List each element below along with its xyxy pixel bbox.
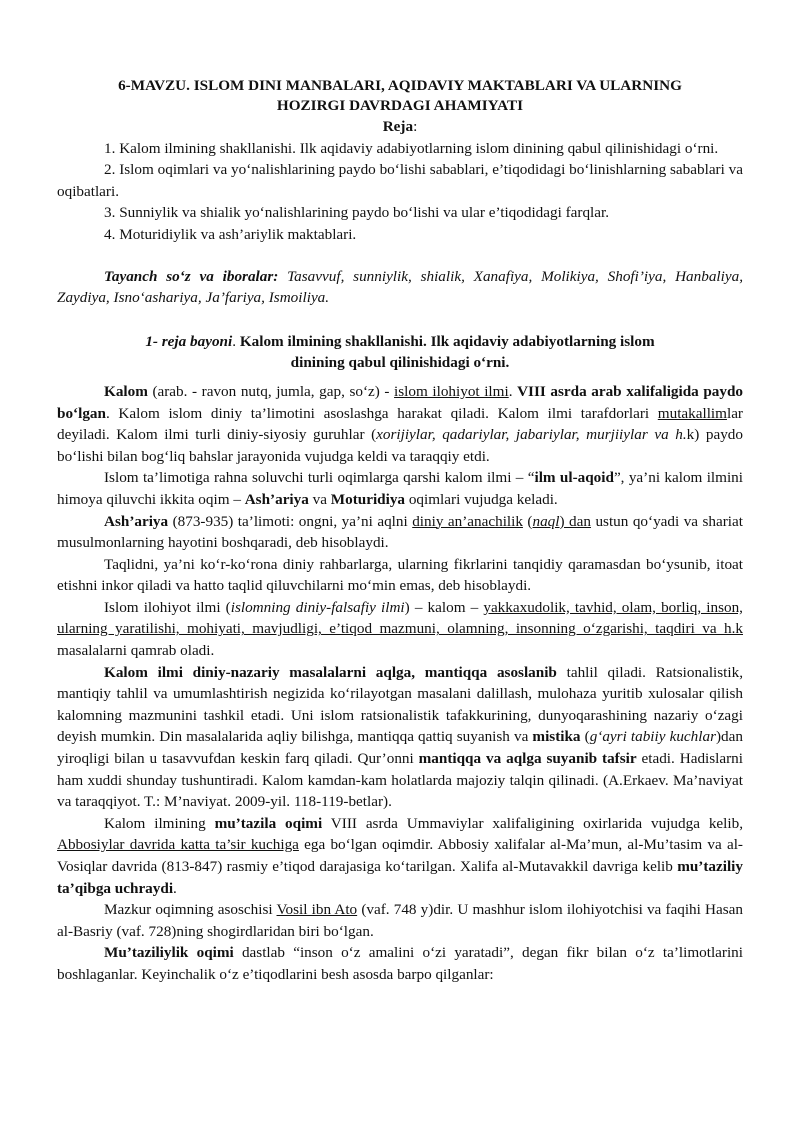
paragraph-mutazila [57,813,743,899]
bold-text: Ash’ariya [104,512,169,530]
text: ”, ya’ni kalom ilmini himoya qiluvchi ikkita oqim – [57,469,743,508]
text: Islom ta’limotiga rahna soluvchi turli oqimlarga qarshi kalom ilmi – “ [104,469,535,487]
text: (873-935) ta’limoti: ongni, ya’ni aqlni [168,512,413,530]
underlined-text: mutakallim [657,404,727,422]
plan-item-1: 1. Kalom ilmining shakllanishi. Ilk aqidaviy adabiyotlarning islom dinining qabul qilinishidagi o‘rni. [104,139,719,157]
paragraph-kalom [57,381,743,467]
text: ( [580,728,590,746]
paragraph-taqlid: Taqlidni, ya’ni ko‘r-ko‘rona diniy rahbarlarga, ularning fikrlarini tanqidiy qaramasdan bo‘ysunib, itoat etishni inkor qiladi va hatto taqlid qiluvchilarni mo‘min emas, deb hisoblaydi. [57,555,743,595]
bold-text: mistika [532,728,581,746]
underlined-text: ) dan [559,512,591,530]
section-heading [57,331,743,353]
bold-text: ilm ul-aqoid [534,469,614,487]
text: masalalarni qamrab oladi. [57,642,215,660]
bold-text: Ash’ariya [244,490,309,508]
bold-text: Mu’taziliylik oqimi [104,944,234,962]
text: Mazkur oqimning asoschisi [104,901,277,919]
text: ega bo‘lgan oqimdir. Abbosiy xalifalar al-Ma’mun, al-Mu’tasim va al-Vosiqlar davrida (813-847) rasmiy e’tiqod darajasiga ko‘tarilgan. Xalifa al-Mutavakkil davriga kelib [57,836,743,875]
text: k) paydo bo‘lishi bilan bog‘liq bahslar jarayonida vujudga keldi va taraqqiy etdi. [57,426,743,465]
bold-text: mu’taziliy ta’qibga uchraydi [57,858,743,897]
text: )dan yiroqligi bilan u tasavvufdan keskin farq qiladi. Qur’onni [57,728,743,768]
underlined-text: islom ilohiyot ilmi [394,382,509,400]
underlined-text: Abbosiylar davrida katta ta’sir kuchiga [57,836,299,854]
text: Islom ilohiyot ilmi ( [104,598,231,616]
title-line-1: 6-MAVZU. ISLOM DINI MANBALARI, AQIDAVIY MAKTABLARI VA ULARNING [118,77,682,94]
text: ) – kalom – [404,598,484,616]
text: VIII asrda Ummaviylar xalifaligining oxirlarida vujudga kelib, [322,814,743,832]
text: ustun qo‘yadi va shariat musulmonlarning hayotini boshqaradi, deb hisoblaydi. [57,512,743,552]
paragraph-ratsionalizm [57,662,743,813]
plan-item-4: 4. Moturidiylik va ash’ariylik maktablari. [104,225,357,243]
text: tahlil qiladi. Ratsionalistik, mantiqiy tahlil va umumlashtirish negizida ko‘rilayotgan masalani dalillash, mulohaza yuritib xulosalar qilish kalomning mazmunini tashkil etadi. Uni islom ratsionalistik tafakkurining, dunyoqarashining nazariy o‘zagi deyish mumkin. Din masalalarida aqliy bilishga, mantiqqa qattiq suyanish va [57,663,743,746]
text: ( [522,512,533,530]
paragraph-asoschi [57,899,743,942]
paragraph-mutaziliylik [57,942,743,985]
text: lar deyiladi. Kalom ilmi turli diniy-siyosiy guruhlar ( [57,404,743,444]
italic-text: naql [532,512,560,530]
text: dastlab “inson o‘z amalini o‘zi yaratadi”, degan fikr bilan o‘z ta’limotlarini boshlaganlar. Keyinchalik o‘z e’tiqodlarini besh asosda barpo qilganlar: [57,944,743,983]
keywords-paragraph [57,266,743,309]
text: oqimlari vujudga keladi. [405,490,558,508]
term-kalom: Kalom [104,382,148,400]
bold-text: mantiqqa va aqlga suyanib tafsir [418,750,637,768]
underlined-text: diniy an’anachilik [412,512,523,530]
text: etadi. Hadislarni ham xuddi shunday tushuntiradi. Kalom kamdan-kam holatlarda majoziy talqin qilinadi. (A.Erkaev. Ma’naviyat va taraqqiyot. T.: M’naviyat. 2009-yil. 118-119-betlar). [57,750,743,811]
spacer [57,374,743,381]
bold-text: Moturidiya [330,490,406,508]
bold-text: mu’tazila oqimi [214,814,323,832]
italic-text: g‘ayri tabiiy kuchlar [589,728,716,746]
text: (vaf. 748 y)dir. U mashhur islom ilohiyotchisi va faqihi Hasan al-Basriy (vaf. 728)ning shogirdlaridan biri bo‘lgan. [57,901,743,940]
plan-heading [57,116,743,138]
bold-text: VIII asrda arab xalifaligida paydo bo‘lgan [57,382,744,422]
plan-item-2: 2. Islom oqimlari va yo‘nalishlarining paydo bo‘lishi sabablari, e’tiqodidagi bo‘linishlarning sabablari va oqibatlari. [57,161,743,200]
italic-text: xorijiylar, qadariylar, jabariylar, murjiiylar va h. [376,426,687,444]
text: va [308,490,331,508]
text: . Kalom islom diniy ta’limotini asoslashga harakat qiladi. Kalom ilmi tarafdorlari [105,404,658,422]
section-title-line-1: Kalom ilmining shakllanishi. Ilk aqidaviy adabiyotlarning islom [239,332,655,350]
section-prefix: 1- reja bayoni [145,332,233,350]
underlined-text: Vosil ibn Ato [276,901,358,919]
keywords-text: Tasavvuf, sunniylik, shialik, Xanafiya, Molikiya, Shofi’iya, Hanbaliya, Zaydiya, Isno‘ashariya, Ja’fariya, Ismoiliya. [57,267,743,307]
plan-item-3: 3. Sunniylik va shialik yo‘nalishlarining paydo bo‘lishi va ular e’tiqodidagi farqlar. [104,204,610,222]
bold-text: Kalom ilmi diniy-nazariy masalalarni aqlga, mantiqqa asoslanib [104,663,557,681]
paragraph-ashariya [57,511,743,554]
plan-heading-colon: : [413,118,418,135]
text: Kalom ilmining [104,814,215,832]
paragraph-ilm-ul-aqoid [57,467,743,510]
title-line-2: HOZIRGI DAVRDAGI AHAMIYATI [276,97,524,114]
plan-heading-label: Reja [382,118,414,135]
text: . [173,879,177,897]
underlined-text: yakkaxudolik, tavhid, olam, borliq, inson, ularning yaratilishi, mohiyati, mavjudligi, e’tiqod mazmuni, olamning, insonning o‘zgarishi, taqdiri va h.k [57,598,743,638]
italic-text: islomning diniy-falsafiy ilmi [230,598,405,616]
paragraph-ilohiyot [57,597,743,662]
text: . [508,382,518,400]
spacer [57,309,743,331]
section-dot: . [232,332,240,350]
section-title-line-2: dinining qabul qilinishidagi o‘rni. [290,354,510,372]
spacer [57,246,743,266]
section-heading-cont [57,352,743,374]
keywords-label: Tayanch so‘z va iboralar: [104,267,279,285]
text: (arab. - ravon nutq, jumla, gap, so‘z) - [147,382,395,400]
